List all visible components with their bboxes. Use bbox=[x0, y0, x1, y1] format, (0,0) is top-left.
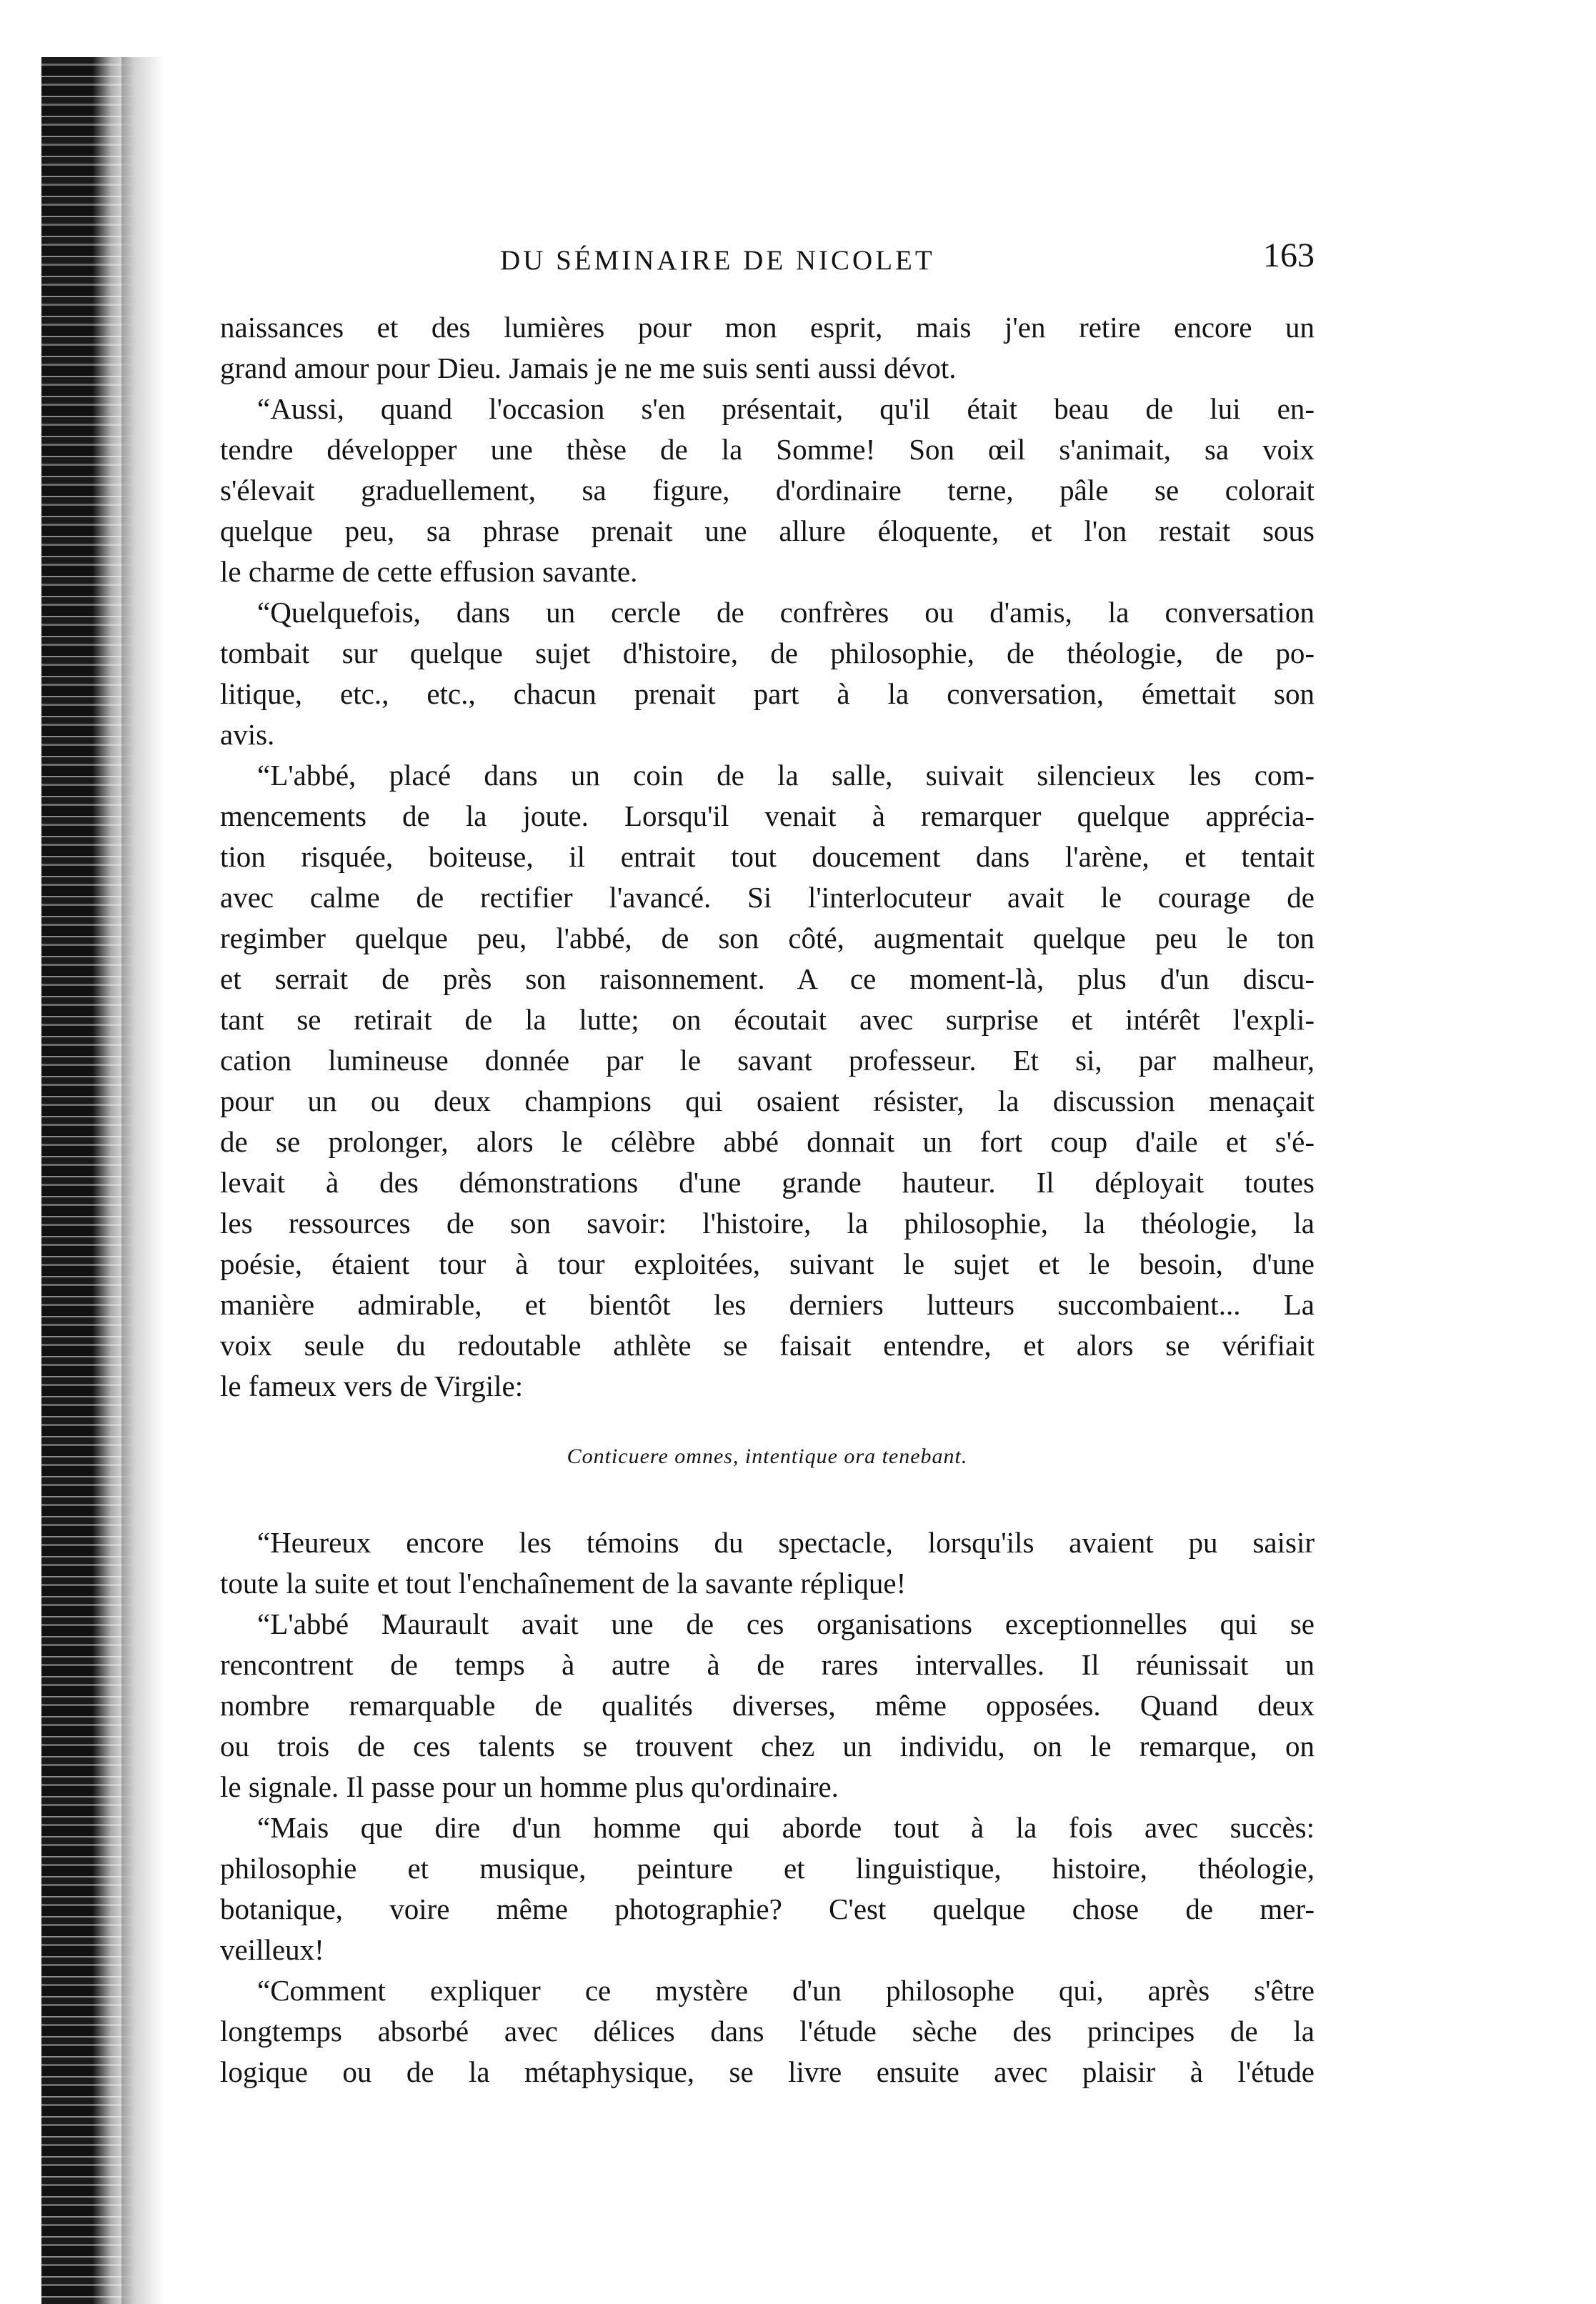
text-line: avec calme de rectifier l'avancé. Si l'interlocuteur avait le courage de bbox=[220, 881, 1315, 914]
text-line: logique ou de la métaphysique, se livre ensuite avec plaisir à l'étude bbox=[220, 2055, 1315, 2088]
text-line: tombait sur quelque sujet d'histoire, de philosophie, de théologie, de po- bbox=[220, 637, 1315, 669]
text-line: tendre développer une thèse de la Somme! Son œil s'animait, sa voix bbox=[220, 433, 1315, 466]
running-title: DU SÉMINAIRE DE NICOLET bbox=[500, 245, 935, 276]
text-line: naissances et des lumières pour mon esprit, mais j'en retire encore un bbox=[220, 311, 1315, 344]
text-line: le signale. Il passe pour un homme plus qu'ordinaire. bbox=[220, 1770, 839, 1803]
text-line: mencements de la joute. Lorsqu'il venait à remarquer quelque apprécia- bbox=[220, 799, 1315, 832]
binding-edge bbox=[41, 57, 134, 2304]
text-line: “Quelquefois, dans un cercle de confrères ou d'amis, la conversation bbox=[257, 596, 1315, 629]
text-line: le charme de cette effusion savante. bbox=[220, 555, 638, 588]
page-header bbox=[221, 236, 1315, 279]
text-line: regimber quelque peu, l'abbé, de son côté, augmentait quelque peu le ton bbox=[220, 922, 1315, 954]
latin-quotation: Conticuere omnes, intentique ora tenebant. bbox=[567, 1445, 968, 1468]
text-line: “Mais que dire d'un homme qui aborde tout à la fois avec succès: bbox=[257, 1811, 1315, 1844]
text-line: tion risquée, boiteuse, il entrait tout doucement dans l'arène, et tentait bbox=[220, 840, 1315, 873]
text-line: cation lumineuse donnée par le savant professeur. Et si, par malheur, bbox=[220, 1044, 1315, 1077]
text-line: levait à des démonstrations d'une grande hauteur. Il déployait toutes bbox=[220, 1166, 1315, 1199]
text-line: “L'abbé Maurault avait une de ces organisations exceptionnelles qui se bbox=[257, 1607, 1315, 1640]
text-line: tant se retirait de la lutte; on écoutait avec surprise et intérêt l'expli- bbox=[220, 1003, 1315, 1036]
body-text bbox=[220, 307, 1315, 2093]
text-line: ou trois de ces talents se trouvent chez un individu, on le remarque, on bbox=[220, 1730, 1315, 1762]
text-line: voix seule du redoutable athlète se faisait entendre, et alors se vérifiait bbox=[220, 1329, 1315, 1362]
text-line: s'élevait graduellement, sa figure, d'ordinaire terne, pâle se colorait bbox=[220, 474, 1315, 507]
text-line: veilleux! bbox=[220, 1933, 324, 1966]
text-line: avis. bbox=[220, 718, 275, 751]
text-line: de se prolonger, alors le célèbre abbé donnait un fort coup d'aile et s'é- bbox=[220, 1125, 1315, 1158]
text-line: “L'abbé, placé dans un coin de la salle, suivait silencieux les com- bbox=[257, 759, 1315, 792]
binding-shadow bbox=[121, 57, 164, 2304]
text-line: toute la suite et tout l'enchaînement de la savante réplique! bbox=[220, 1567, 907, 1600]
text-line: “Aussi, quand l'occasion s'en présentait, qu'il était beau de lui en- bbox=[257, 392, 1315, 425]
text-line: “Comment expliquer ce mystère d'un philosophe qui, après s'être bbox=[257, 1974, 1315, 2007]
text-line: grand amour pour Dieu. Jamais je ne me suis senti aussi dévot. bbox=[220, 351, 957, 384]
text-line: litique, etc., etc., chacun prenait part à la conversation, émettait son bbox=[220, 677, 1315, 710]
text-line: le fameux vers de Virgile: bbox=[220, 1370, 524, 1402]
text-line: rencontrent de temps à autre à de rares intervalles. Il réunissait un bbox=[220, 1648, 1315, 1681]
text-line: quelque peu, sa phrase prenait une allure éloquente, et l'on restait sous bbox=[220, 514, 1315, 547]
text-line: longtemps absorbé avec délices dans l'étude sèche des principes de la bbox=[220, 2015, 1315, 2048]
text-line: botanique, voire même photographie? C'est quelque chose de mer- bbox=[220, 1892, 1315, 1925]
text-line: philosophie et musique, peinture et linguistique, histoire, théologie, bbox=[220, 1852, 1315, 1885]
text-line: les ressources de son savoir: l'histoire, la philosophie, la théologie, la bbox=[220, 1207, 1315, 1240]
text-line: manière admirable, et bientôt les derniers lutteurs succombaient... La bbox=[220, 1288, 1315, 1321]
text-line: “Heureux encore les témoins du spectacle, lorsqu'ils avaient pu saisir bbox=[257, 1526, 1315, 1559]
text-line: nombre remarquable de qualités diverses, même opposées. Quand deux bbox=[220, 1689, 1315, 1722]
page-number: 163 bbox=[1263, 236, 1315, 274]
text-line: pour un ou deux champions qui osaient résister, la discussion menaçait bbox=[220, 1084, 1315, 1117]
text-line: et serrait de près son raisonnement. A ce moment-là, plus d'un discu- bbox=[220, 962, 1315, 995]
text-line: poésie, étaient tour à tour exploitées, suivant le sujet et le besoin, d'une bbox=[220, 1247, 1315, 1280]
